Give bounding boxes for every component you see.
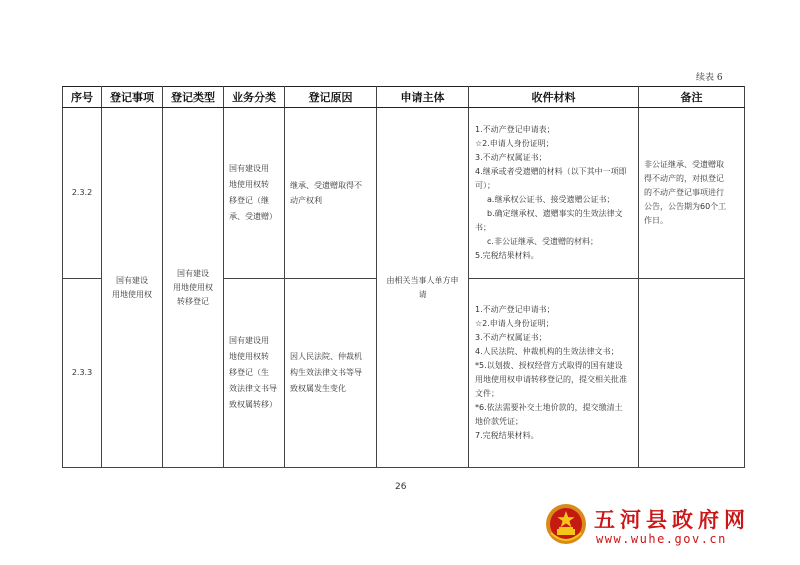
continued-table-label: 续表 6 (696, 73, 723, 83)
header-materials: 收件材料 (469, 87, 639, 108)
table-header-row (63, 87, 745, 108)
row-number: 2.3.2 (63, 108, 102, 279)
header-matter: 登记事项 (102, 87, 163, 108)
category-cell: 国有建设用 地使用权转 移登记（继 承、受遗赠） (224, 108, 285, 279)
reason-cell: 继承、受遗赠取得不 动产权利 (285, 108, 377, 279)
remark-cell: 非公证继承、受遗赠取 得不动产的，对拟登记 的不动产登记事项进行 公告，公告期为60个工 作日。 (639, 108, 745, 279)
registration-table (62, 86, 745, 468)
materials-cell: 1.不动产登记申请书； ☆2.申请人身份证明； 3.不动产权属证书； 4.人民法院、仲裁机构的生效法律文书； *5.以划拨、授权经营方式取得的国有建设 用地使用权申请转移登记的，提交相关批准 文件； *6.依法需要补交土地价款的，提交缴清土 地价款凭证； 7.完税结果材料。 (469, 279, 639, 468)
page-number: 26 (395, 482, 407, 492)
header-no: 序号 (63, 87, 102, 108)
header-reason: 登记原因 (285, 87, 377, 108)
applicant-cell: 由相关当事人单方申 请 (377, 108, 469, 468)
category-cell: 国有建设用 地使用权转 移登记（生 效法律文书导 致权属转移） (224, 279, 285, 468)
national-emblem-icon[interactable] (545, 503, 587, 545)
header-applicant: 申请主体 (377, 87, 469, 108)
site-url[interactable]: www.wuhe.gov.cn (596, 532, 727, 546)
header-reg-type: 登记类型 (163, 87, 224, 108)
materials-cell: 1.不动产登记申请表； ☆2.申请人身份证明； 3.不动产权属证书； 4.继承或者受遗赠的材料（以下其中一项即 可）； a.继承权公证书、接受遗赠公证书； b.确定继承权、遗赠事实的生效法律文 书； c.非公证继承、受遗赠的材料； 5.完税结果材料。 (469, 108, 639, 279)
reason-cell: 因人民法院、仲裁机 构生效法律文书等导 致权属发生变化 (285, 279, 377, 468)
row-number: 2.3.3 (63, 279, 102, 468)
remark-cell (639, 279, 745, 468)
reg-type-cell: 国有建设 用地使用权 转移登记 (163, 108, 224, 468)
matter-cell: 国有建设 用地使用权 (102, 108, 163, 468)
header-category: 业务分类 (224, 87, 285, 108)
table-row (63, 108, 745, 279)
site-title[interactable]: 五河县政府网 (594, 508, 750, 532)
header-remark: 备注 (639, 87, 745, 108)
